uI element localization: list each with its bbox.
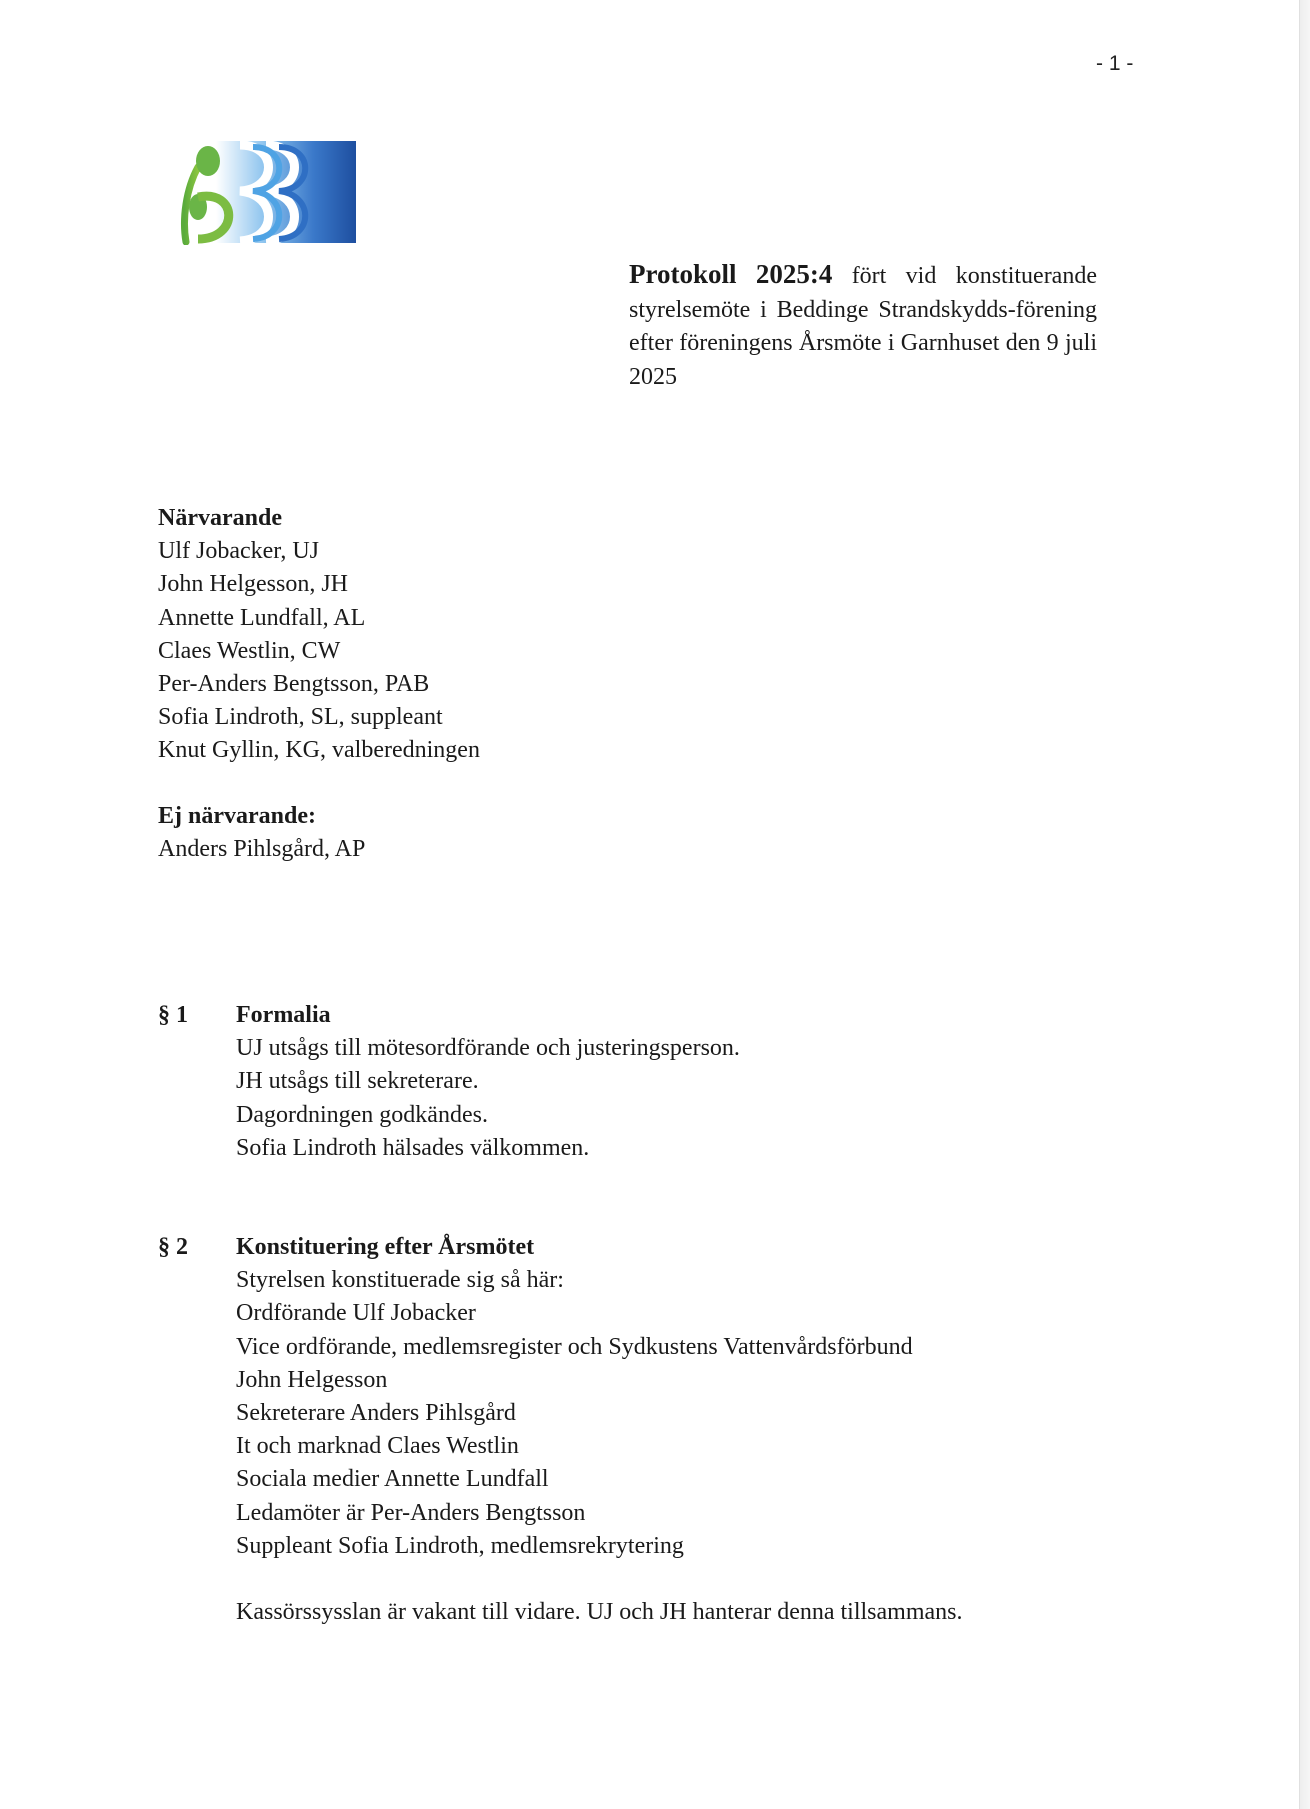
paragraph-number: § 1 bbox=[158, 1002, 188, 1028]
paragraph-number: § 2 bbox=[158, 1234, 188, 1260]
paragraph-note: Kassörssysslan är vakant till vidare. UJ och JH hanterar denna tillsammans. bbox=[236, 1599, 963, 1626]
paragraph-line: Sekreterare Anders Pihlsgård bbox=[236, 1400, 516, 1427]
paragraph-line: Sociala medier Annette Lundfall bbox=[236, 1466, 549, 1493]
present-member: Per-Anders Bengtsson, PAB bbox=[158, 671, 430, 698]
paragraph-line: Sofia Lindroth hälsades välkommen. bbox=[236, 1134, 590, 1161]
paragraph-1 bbox=[158, 999, 1058, 1169]
present-member: Annette Lundfall, AL bbox=[158, 604, 366, 631]
absent-section bbox=[158, 800, 365, 866]
present-member: Claes Westlin, CW bbox=[158, 637, 341, 664]
present-heading: Närvarande bbox=[158, 505, 282, 531]
paragraph-line: Ledamöter är Per-Anders Bengtsson bbox=[236, 1499, 586, 1526]
page-number: - 1 - bbox=[1096, 52, 1134, 75]
paragraph-line: John Helgesson bbox=[236, 1366, 388, 1393]
bss-logo bbox=[178, 139, 356, 245]
present-member: Ulf Jobacker, UJ bbox=[158, 538, 319, 565]
present-member: Sofia Lindroth, SL, suppleant bbox=[158, 704, 443, 731]
present-section bbox=[158, 502, 480, 768]
paragraph-line: JH utsågs till sekreterare. bbox=[236, 1068, 479, 1095]
present-member: Knut Gyllin, KG, valberedningen bbox=[158, 737, 480, 764]
protocol-title bbox=[629, 258, 1097, 394]
paragraph-line: Dagordningen godkändes. bbox=[236, 1101, 488, 1128]
page-edge bbox=[1299, 0, 1310, 1809]
paragraph-body bbox=[236, 999, 1076, 1165]
paragraph-line: Ordförande Ulf Jobacker bbox=[236, 1300, 476, 1327]
logo-graphic bbox=[178, 139, 356, 245]
absent-heading: Ej närvarande: bbox=[158, 803, 316, 829]
paragraph-heading: Konstituering efter Årsmötet bbox=[236, 1234, 535, 1260]
protocol-description: fört vid konstituerande styrelsemöte i Beddinge Strandskydds-förening efter föreningens Årsmöte i Garnhuset den 9 juli 2025 bbox=[629, 263, 1097, 390]
paragraph-line: It och marknad Claes Westlin bbox=[236, 1433, 519, 1460]
paragraph-line: Vice ordförande, medlemsregister och Sydkustens Vattenvårdsförbund bbox=[236, 1333, 913, 1360]
present-member: John Helgesson, JH bbox=[158, 571, 348, 598]
protocol-label: Protokoll bbox=[629, 259, 737, 289]
paragraph-line: Styrelsen konstituerade sig så här: bbox=[236, 1267, 564, 1294]
paragraph-line: Suppleant Sofia Lindroth, medlemsrekrytering bbox=[236, 1532, 684, 1559]
absent-member: Anders Pihlsgård, AP bbox=[158, 836, 366, 863]
paragraph-body bbox=[236, 1231, 1076, 1629]
paragraph-heading: Formalia bbox=[236, 1002, 331, 1028]
paragraph-2 bbox=[158, 1231, 1058, 1631]
protocol-number: 2025:4 bbox=[755, 259, 833, 289]
paragraph-line: UJ utsågs till mötesordförande och justeringsperson. bbox=[236, 1035, 740, 1062]
